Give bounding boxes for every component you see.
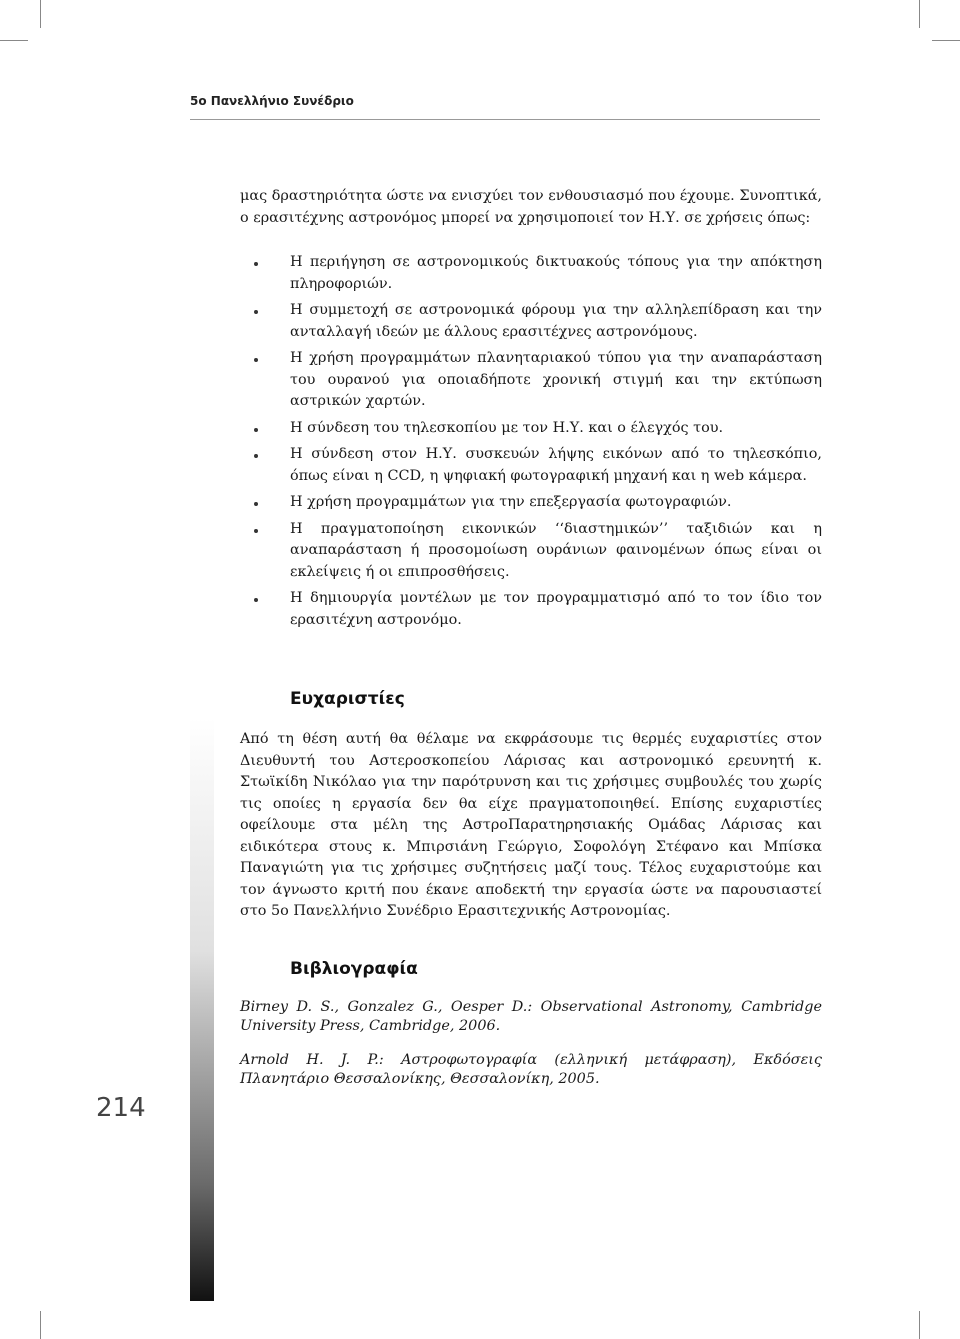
bullet-icon	[254, 598, 258, 602]
crop-mark	[932, 40, 960, 41]
bullet-icon	[254, 358, 258, 362]
bullet-icon	[254, 529, 258, 533]
usage-list	[240, 252, 822, 636]
header-rule	[190, 119, 820, 120]
crop-mark	[40, 0, 41, 28]
list-item: Η χρήση προγραμμάτων πλανηταριακού τύπου για την αναπαράσταση του ουρανού για οποιαδήποτε χρονική στιγμή και την εκτύπωση αστρικών χαρτών.	[240, 348, 822, 413]
bullet-icon	[254, 262, 258, 266]
gradient-side-bar	[190, 718, 214, 1301]
reference-item: Birney D. S., Gonzalez G., Oesper D.: Observational Astronomy, Cambridge University Press, Cambridge, 2006.	[240, 999, 822, 1034]
bullet-icon	[254, 310, 258, 314]
crop-mark	[0, 40, 28, 41]
list-item: Η περιήγηση σε αστρονομικούς δικτυακούς τόπους για την απόκτηση πληροφοριών.	[240, 252, 822, 295]
reference-item: Arnold H. J. P.: Αστροφωτογραφία (ελληνική μετάφραση), Εκδόσεις Πλανητάριο Θεσσαλονίκης, Θεσσαλονίκη, 2005.	[240, 1052, 822, 1087]
running-header: 5ο Πανελλήνιο Συνέδριο	[190, 94, 354, 108]
list-item: Η συμμετοχή σε αστρονομικά φόρουμ για την αλληλεπίδραση και την ανταλλαγή ιδεών με άλλους ερασιτέχνες αστρονόμους.	[240, 300, 822, 343]
list-item: Η πραγματοποίηση εικονικών ‘‘διαστημικών’’ ταξιδιών και η αναπαράσταση ή προσομοίωση ουράνιων φαινομένων όπως είναι οι εκλείψεις ή οι επιπροσθήσεις.	[240, 519, 822, 584]
acknowledgements-heading: Ευχαριστίες	[290, 689, 405, 709]
list-item: Η δημιουργία μοντέλων με τον προγραμματισμό από το τον ίδιο τον ερασιτέχνη αστρονόμο.	[240, 588, 822, 631]
crop-mark	[40, 1311, 41, 1339]
list-item: Η σύνδεση στον Η.Υ. συσκευών λήψης εικόνων από το τηλεσκόπιο, όπως είναι η CCD, η ψηφιακή φωτογραφική μηχανή και η web κάμερα.	[240, 444, 822, 487]
list-item: Η σύνδεση του τηλεσκοπίου με τον Η.Υ. και ο έλεγχός του.	[240, 418, 822, 440]
intro-paragraph: μας δραστηριότητα ώστε να ενισχύει τον ενθουσιασμό που έχουμε. Συνοπτικά, ο ερασιτέχνης αστρονόμος μπορεί να χρησιμοποιεί τον Η.Υ. σε χρήσεις όπως:	[240, 188, 822, 226]
reference-list	[240, 998, 822, 1104]
crop-mark	[919, 0, 920, 28]
bullet-icon	[254, 428, 258, 432]
page-number: 214	[96, 1093, 146, 1123]
list-item: Η χρήση προγραμμάτων για την επεξεργασία φωτογραφιών.	[240, 492, 822, 514]
bullet-icon	[254, 502, 258, 506]
acknowledgements-paragraph: Από τη θέση αυτή θα θέλαμε να εκφράσουμε τις θερμές ευχαριστίες στον Διευθυντή του Αστεροσκοπείου Λάρισας και αστρονομικό ερευνητή κ. Στωϊκίδη Νικόλαο για την παρότρυνση και τις χρήσιμες συμβουλές του χωρίς τις οποίες η εργασία δεν θα είχε πραγματοποιηθεί. Επίσης ευχαριστίες οφείλουμε στα μέλη της ΑστροΠαρατηρησιακής Ομάδας Λάρισας και ειδικότερα στους κ. Μπιρσιάνη Γεώργιο, Σοφολόγη Στέφανο και Μπίσκα Παναγιώτη για τις χρήσιμες συζητήσεις μαζί τους. Τέλος ευχαριστούμε και τον άγνωστο κριτή που έκανε αποδεκτή την εργασία ώστε να παρουσιαστεί στο 5ο Πανελλήνιο Συνέδριο Ερασιτεχνικής Αστρονομίας.	[240, 731, 822, 919]
crop-mark	[919, 1311, 920, 1339]
bibliography-heading: Βιβλιογραφία	[290, 959, 418, 979]
bullet-icon	[254, 454, 258, 458]
